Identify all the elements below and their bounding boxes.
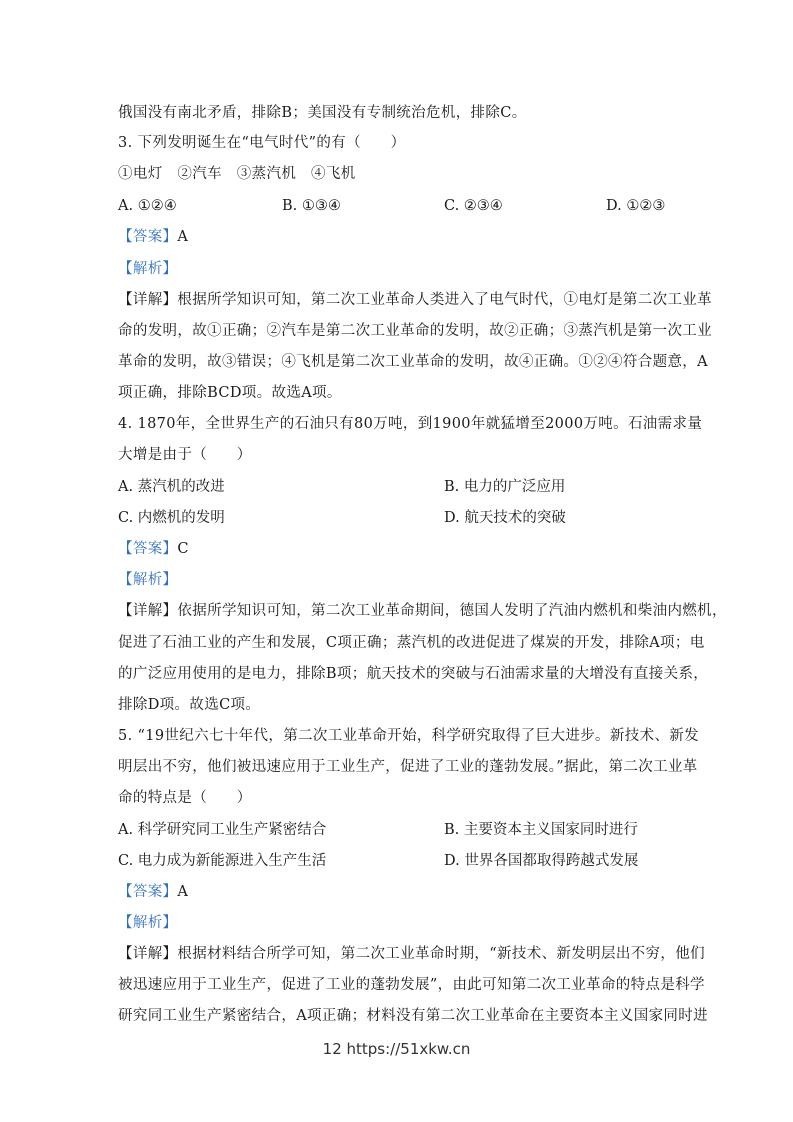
q3-option-a: A. ①②④ xyxy=(118,198,177,214)
text-line: 俄国没有南北矛盾，排除B；美国没有专制统治危机，排除C。 xyxy=(118,105,527,121)
question-3-items: ①电灯 ②汽车 ③蒸汽机 ④飞机 xyxy=(118,166,356,182)
q3-explanation-2: 命的发明，故①正确；②汽车是第二次工业革命的发明，故②正确；③蒸汽机是第一次工业 xyxy=(118,323,712,339)
q4-option-c: C. 内燃机的发明 xyxy=(118,510,225,526)
q4-option-b: B. 电力的广泛应用 xyxy=(444,479,566,495)
answer-tag: 【答案】 xyxy=(118,229,178,245)
q3-option-b: B. ①③④ xyxy=(282,198,341,214)
question-3: 3. 下列发明诞生在“电气时代”的有（ ） xyxy=(118,135,406,151)
q3-explanation-1: 【详解】根据所学知识可知，第二次工业革命人类进入了电气时代，①电灯是第二次工业革 xyxy=(118,292,713,308)
page-footer: 12 https://51xkw.cn xyxy=(322,1040,471,1058)
question-5-cont-2: 命的特点是（ ） xyxy=(118,790,252,806)
q5-option-a: A. 科学研究同工业生产紧密结合 xyxy=(118,822,327,838)
q4-answer xyxy=(118,539,189,559)
q4-explanation-3: 的广泛应用使用的是电力，排除B项；航天技术的突破与石油需求量的大增没有直接关系， xyxy=(118,666,709,682)
answer-tag: 【答案】 xyxy=(118,541,178,557)
q3-answer xyxy=(118,227,188,247)
q4-explanation-4: 排除D项。故选C项。 xyxy=(118,697,261,713)
q5-option-c: C. 电力成为新能源进入生产生活 xyxy=(118,853,327,869)
q5-option-b: B. 主要资本主义国家同时进行 xyxy=(444,822,638,838)
detail-tag: 【详解】 xyxy=(118,292,178,308)
question-4: 4. 1870年，全世界生产的石油只有80万吨，到1900年就猛增至2000万吨。石油需求量 xyxy=(118,416,703,432)
q5-analysis-tag: 【解析】 xyxy=(118,915,178,931)
q5-answer xyxy=(118,882,188,902)
q5-explanation-3: 研究同工业生产紧密结合，A项正确；材料没有第二次工业革命在主要资本主义国家同时进 xyxy=(118,1008,708,1024)
q5-option-d: D. 世界各国都取得跨越式发展 xyxy=(444,853,639,869)
q4-explanation-2: 促进了石油工业的产生和发展，C项正确；蒸汽机的改进促进了煤炭的开发，排除A项；电 xyxy=(118,635,705,651)
question-4-cont: 大增是由于（ ） xyxy=(118,447,252,463)
answer-tag: 【答案】 xyxy=(118,884,178,900)
question-5-cont-1: 明层出不穷，他们被迅速应用于工业生产，促进了工业的蓬勃发展。”据此，第二次工业革 xyxy=(118,759,698,775)
q5-explanation-2: 被迅速应用于工业生产，促进了工业的蓬勃发展”，由此可知第二次工业革命的特点是科学 xyxy=(118,977,705,993)
q3-analysis-tag: 【解析】 xyxy=(118,261,178,277)
answer-value: A xyxy=(177,229,189,245)
q4-option-d: D. 航天技术的突破 xyxy=(444,510,566,526)
q3-option-d: D. ①②③ xyxy=(606,198,666,214)
q4-option-a: A. 蒸汽机的改进 xyxy=(118,479,225,495)
q3-explanation-3: 革命的发明，故③错误；④飞机是第二次工业革命的发明，故④正确。①②④符合题意，A xyxy=(118,354,708,370)
detail-tag: 【详解】 xyxy=(118,603,178,619)
q3-option-c: C. ②③④ xyxy=(444,198,503,214)
q4-explanation-1: 【详解】依据所学知识可知，第二次工业革命期间，德国人发明了汽油内燃机和柴油内燃机， xyxy=(118,603,727,619)
q3-explanation-4: 项正确，排除BCD项。故选A项。 xyxy=(118,385,342,401)
detail-tag: 【详解】 xyxy=(118,946,178,962)
answer-value: C xyxy=(177,541,189,557)
question-5: 5. “19世纪六七十年代，第二次工业革命开始，科学研究取得了巨大进步。新技术、新发 xyxy=(118,728,700,744)
q4-analysis-tag: 【解析】 xyxy=(118,572,178,588)
answer-value: A xyxy=(177,884,189,900)
q5-explanation-1: 【详解】根据材料结合所学可知，第二次工业革命时期，“新技术、新发明层出不穷，他们 xyxy=(118,946,705,962)
